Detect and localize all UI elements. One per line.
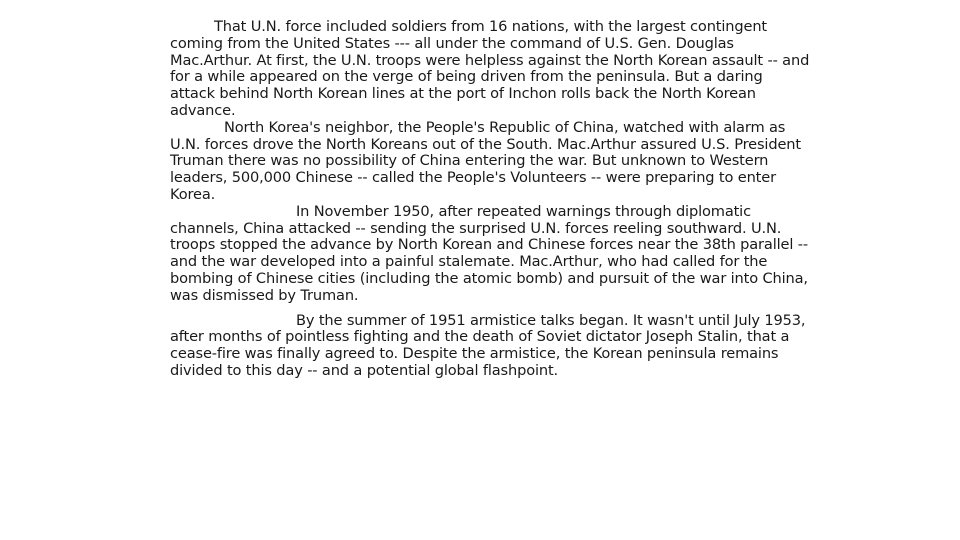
paragraph-un-force: That U.N. force included soldiers from 16 nations, with the largest contingent coming from the United States --- all under the command of U.S. Gen. Douglas Mac.Arthur. At first, the U.N. troops were helpless against the North Korean assault -- and for a while appeared on the verge of being driven from the peninsula. But a daring attack behind North Korean lines at the port of Inchon rolls back the North Korean advance. xyxy=(170,18,810,119)
paragraph-armistice: By the summer of 1951 armistice talks began. It wasn't until July 1953, after months of pointless fighting and the death of Soviet dictator Joseph Stalin, that a cease-fire was finally agreed to. Despite the armistice, the Korean peninsula remains divided to this day -- and a potential global flashpoint. xyxy=(170,311,806,379)
text-body xyxy=(170,19,810,380)
paragraph-china-watch: North Korea's neighbor, the People's Republic of China, watched with alarm as U.N. forces drove the North Koreans out of the South. Mac.Arthur assured U.S. President Truman there was no possibility of China entering the war. But unknown to Western leaders, 500,000 Chinese -- called the People's Volunteers -- were preparing to enter Korea. xyxy=(170,118,801,203)
paragraph-china-attack: In November 1950, after repeated warnings through diplomatic channels, China attacked -- sending the surprised U.N. forces reeling southward. U.N. troops stopped the advance by North Korean and Chinese forces near the 38th parallel -- and the war developed into a painful stalemate. Mac.Arthur, who had called for the bombing of Chinese cities (including the atomic bomb) and pursuit of the war into China, was dismissed by Truman. xyxy=(170,202,808,304)
